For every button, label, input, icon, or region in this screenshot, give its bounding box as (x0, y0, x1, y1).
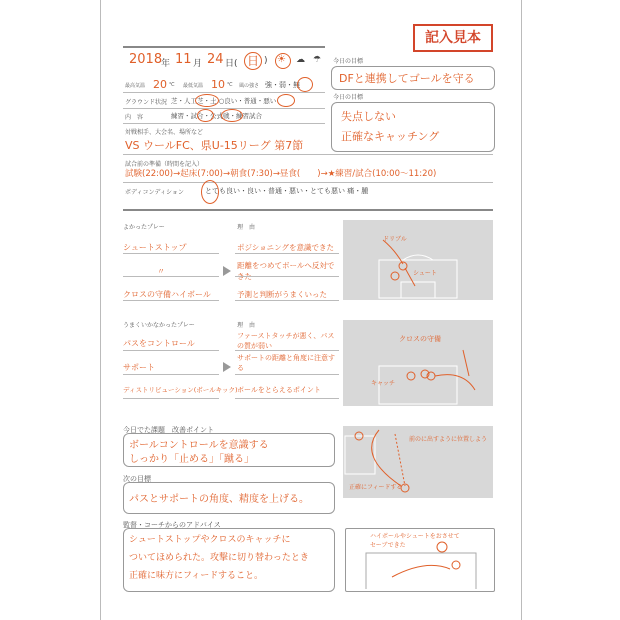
good-play-2: 〃 (157, 267, 165, 276)
next-title: 次の目標 (123, 475, 151, 483)
objective-1: 失点しない (341, 110, 396, 123)
good-reason-title: 理 由 (237, 224, 256, 231)
sketch-box (345, 528, 495, 592)
objectives-label: 今日の目標 (333, 94, 364, 101)
good-play-3: クロスの守備ハイボール (123, 290, 211, 299)
content-label: 内 容 (125, 114, 144, 121)
good-title: よかったプレー (123, 224, 165, 231)
sample-stamp: 記入見本 (413, 24, 493, 52)
wind-label: 風の強さ (239, 83, 260, 89)
bad-reason-3: ボールをとらえるポイント (237, 386, 321, 394)
good-play-1: シュートストップ (123, 243, 187, 252)
schedule-line: 試験(22:00)→起床(7:00)→朝食(7:30)→昼食( )→★練習/試合(10:00～11:20) (125, 169, 437, 179)
good-reason-3: 予測と判断がうまくいった (237, 290, 327, 299)
bad-play-2: サポート (123, 363, 155, 372)
bad-reason-title: 理 由 (237, 322, 256, 329)
next-text: パスとサポートの角度、精度を上げる。 (129, 494, 309, 505)
arrow-icon (223, 266, 231, 276)
bad-reason-2: サポートの距離と角度に注意する (237, 354, 335, 372)
temp-b: 10 (211, 78, 225, 91)
temp-unit-b: ℃ (227, 82, 233, 88)
temp-a: 20 (153, 78, 167, 91)
content-value: 練習・試合・公式戦・練習試合 (171, 112, 262, 120)
wind-value: 強・弱・無 (265, 81, 300, 89)
schedule-label: 試合前の準備（時間を記入） (125, 161, 204, 168)
sketch-note: ハイボールやシュートをおさせてセーブできた (370, 533, 460, 549)
temp-unit-a: ℃ (169, 82, 175, 88)
date-nichi: 日( (225, 59, 238, 69)
sun-circle (275, 53, 291, 69)
goal-label: 今日の目標 (333, 58, 364, 65)
temp-label-a: 最高気温 (125, 83, 146, 89)
bad-title: うまくいかなかったプレー (123, 322, 195, 329)
task-line-1: ボールコントロールを意識する (129, 440, 269, 451)
condition-label: ボディコンディション (125, 189, 184, 196)
field-diagram-3: 前のに出すように位置しよう 正確にフィードする (343, 426, 493, 498)
advice-line-1: シュートストップやクロスのキャッチに (129, 535, 291, 545)
good-reason-2: 距離をつめてボールへ反対できた (237, 261, 335, 281)
cloud-icon: ☁ (296, 55, 305, 65)
arrow-icon (223, 362, 231, 372)
ground-label: グラウンド状況 (125, 99, 168, 106)
date-year: 2018 (129, 52, 163, 67)
task-title: 今日でた課題 改善ポイント (123, 426, 214, 434)
report-sheet (100, 0, 522, 620)
sun-icon: ☀ (277, 54, 286, 65)
task-line-2: しっかり「止める」「蹴る」 (129, 454, 254, 465)
temp-label-b: 最低気温 (183, 83, 204, 89)
goal-text: DFと連携してゴールを守る (339, 72, 475, 85)
weekday-circle (244, 52, 262, 70)
date-day: 24 (207, 52, 224, 67)
advice-line-3: 正確に味方にフィードすること。 (129, 571, 264, 581)
umbrella-icon: ☂ (313, 55, 322, 65)
field-diagram-2: クロスの守備 キャッチ (343, 320, 493, 406)
bad-play-3: ディストリビューション(ボールキック) (123, 386, 238, 394)
wind-circle (297, 77, 313, 92)
date-month: 11 (175, 52, 192, 67)
bad-reason-1: ファーストタッチが悪く、パスの質が弱い (237, 332, 335, 350)
opponent-label: 対戦相手、大会名、場所など (125, 129, 204, 136)
date-nen: 年 (161, 59, 171, 69)
date-weekday: 日 (247, 54, 260, 68)
good-reason-1: ポジショニングを意識できた (237, 243, 335, 252)
condition-value: とても良い・良い・普通・悪い・とても悪い 痛・腫 (205, 187, 369, 195)
match-info: VS ウールFC、県U-15リーグ 第7節 (125, 139, 304, 152)
date-tsuki: 月 (193, 59, 203, 69)
field-diagram-1: ドリブル シュート (343, 220, 493, 300)
advice-title: 監督・コーチからのアドバイス (123, 521, 221, 529)
advice-line-2: ついてほめられた。攻撃に切り替わったとき (129, 553, 309, 563)
date-close: ) (264, 56, 268, 66)
objective-2: 正確なキャッチング (341, 130, 440, 143)
ground-value: 芝・人工芝・土 ○良い・普通・悪い (171, 97, 277, 105)
bad-play-1: パスをコントロール (123, 339, 195, 348)
